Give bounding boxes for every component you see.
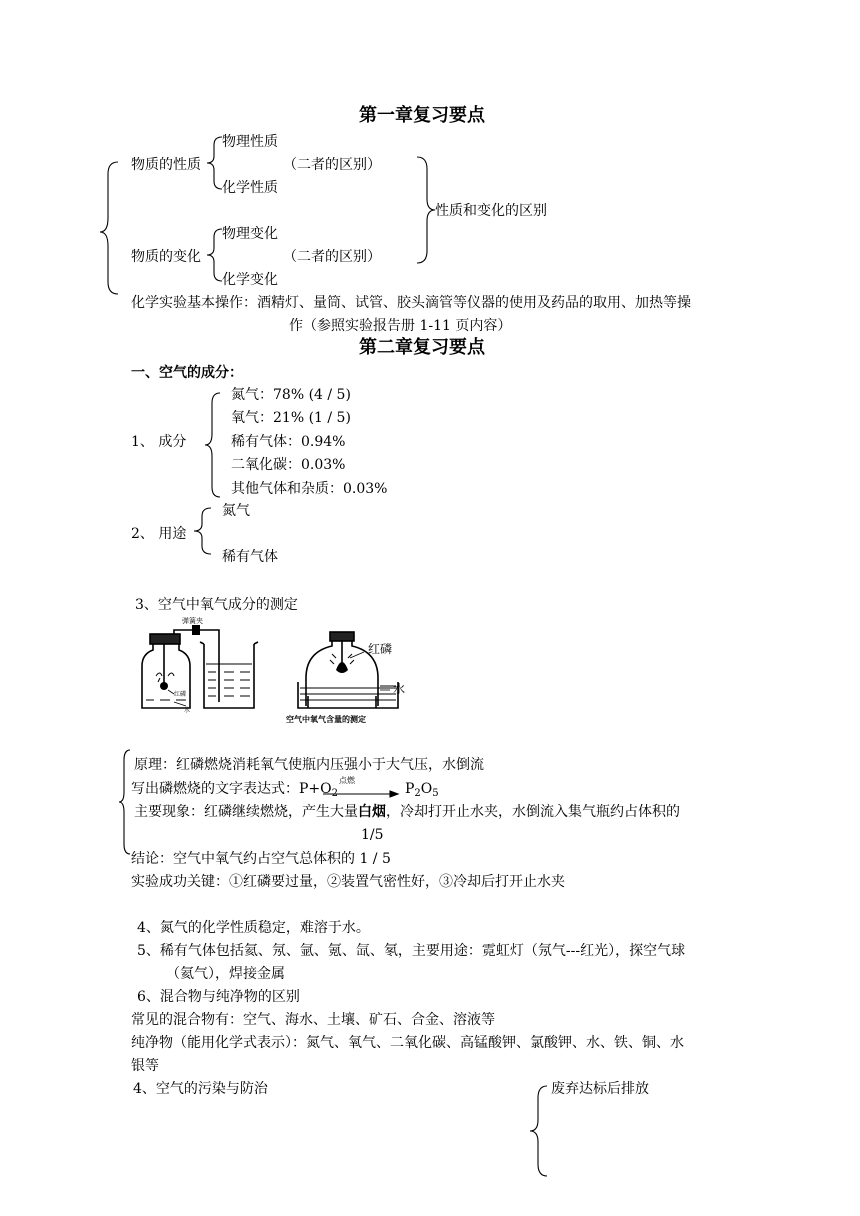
- conclusion-text: 结论：空气中氧气约占空气总体积的 1 / 5: [131, 851, 391, 867]
- equation-left-sub: 2: [331, 788, 339, 799]
- outer-left-brace: [98, 160, 120, 296]
- success-keys-text: 实验成功关键：①红磷要过量，②装置气密性好，③冷却后打开止水夹: [131, 874, 565, 890]
- component-co2: 二氧化碳：0.03%: [231, 457, 346, 473]
- physical-change-label: 物理变化: [222, 226, 278, 242]
- white-smoke-emphasis: 白烟: [358, 804, 386, 820]
- phenomenon-text: [134, 803, 680, 821]
- basic-operations-line1: 化学实验基本操作：酒精灯、量筒、试管、胶头滴管等仪器的使用及药品的取用、加热等操: [131, 295, 691, 311]
- property-change-difference: 性质和变化的区别: [435, 203, 547, 219]
- figure-caption: 空气中氧气含量的测定: [286, 715, 366, 724]
- changes-label: 物质的变化: [131, 249, 201, 265]
- equation-right: [405, 780, 439, 798]
- principle-text: 原理：红磷燃烧消耗氧气使瓶内压强小于大气压，水倒流: [134, 757, 484, 773]
- apparatus-figure-1: [134, 614, 262, 714]
- uses-brace: [191, 506, 213, 556]
- equation-right-p: P: [405, 781, 415, 797]
- chemical-change-label: 化学变化: [222, 272, 278, 288]
- component-rare-gas: 稀有气体：0.94%: [231, 434, 346, 450]
- item6-mixture-heading: 6、混合物与纯净物的区别: [137, 989, 300, 1005]
- component-label: 1、 成分: [131, 434, 187, 450]
- phenomenon-part-a: 主要现象：红磷继续燃烧，产生大量: [134, 804, 358, 820]
- equation-right-sub2: 5: [432, 788, 439, 799]
- waste-discharge-text: 废弃达标后排放: [551, 1081, 649, 1097]
- item4-nitrogen: 4、氮气的化学性质稳定，难溶于水。: [137, 920, 370, 936]
- oxygen-measurement-heading: 3、空气中氧气成分的测定: [135, 597, 298, 613]
- changes-brace: [205, 227, 225, 283]
- apparatus-figure-2: [284, 626, 414, 726]
- water-small-label: 水: [184, 707, 191, 714]
- chapter2-title: 第二章复习要点: [359, 337, 485, 358]
- item5-rare-gas-line1: 5、稀有气体包括氦、氖、氩、氪、氙、氡，主要用途：霓虹灯（氖气---红光），探空气球: [137, 943, 686, 959]
- chemical-property-label: 化学性质: [222, 180, 278, 196]
- component-oxygen: 氧气：21% (1 / 5): [231, 410, 351, 426]
- properties-brace: [205, 135, 225, 191]
- equation-line: [131, 780, 338, 798]
- pure-substances-line1: 纯净物（能用化学式表示）：氮气、氧气、二氧化碳、高锰酸钾、氯酸钾、水、铁、铜、水: [131, 1035, 684, 1051]
- water-label: 水: [393, 682, 406, 696]
- basic-operations-line2: 作（参照实验报告册 1-11 页内容）: [289, 318, 512, 334]
- red-phosphorus-small-label: 红磷: [174, 691, 187, 698]
- clamp-label: 弹簧夹: [182, 617, 203, 625]
- component-nitrogen: 氮气：78% (4 / 5): [231, 387, 351, 403]
- section-air-composition: 一、空气的成分：: [131, 365, 243, 381]
- use-label: 2、 用途: [131, 526, 187, 542]
- properties-label: 物质的性质: [131, 157, 201, 173]
- component-other: 其他气体和杂质：0.03%: [231, 481, 388, 497]
- equation-condition: 点燃: [339, 776, 355, 785]
- item5-rare-gas-line2: （氦气），焊接金属: [166, 966, 285, 982]
- pollution-brace: [527, 1084, 549, 1178]
- equation-arrow: [322, 790, 402, 798]
- item4-pollution-heading: 4、空气的污染与防治: [133, 1081, 268, 1097]
- use-rare-gas: 稀有气体: [222, 549, 278, 565]
- phenomenon-part-b: ，冷却打开止水夹，水倒流入集气瓶约占体积的: [386, 804, 680, 820]
- red-phosphorus-label: 红磷: [368, 642, 393, 656]
- difference-note-1: （二者的区别）: [283, 157, 381, 173]
- equation-right-o: O: [420, 781, 433, 797]
- pure-substances-line2: 银等: [131, 1058, 159, 1074]
- equation-prefix: 写出磷燃烧的文字表达式：: [131, 781, 299, 797]
- components-brace: [203, 391, 223, 499]
- mixtures-text: 常见的混合物有：空气、海水、土壤、矿石、合金、溶液等: [131, 1012, 495, 1028]
- chapter1-title: 第一章复习要点: [359, 105, 485, 126]
- physical-property-label: 物理性质: [222, 134, 278, 150]
- difference-note-2: （二者的区别）: [283, 249, 381, 265]
- use-nitrogen: 氮气: [222, 503, 250, 519]
- equation-right-sub1: 2: [414, 788, 421, 799]
- equation-left: P+O: [299, 781, 332, 797]
- right-closing-brace: [415, 155, 437, 265]
- experiment-brace: [118, 748, 132, 856]
- phenomenon-fraction: 1/5: [361, 827, 384, 843]
